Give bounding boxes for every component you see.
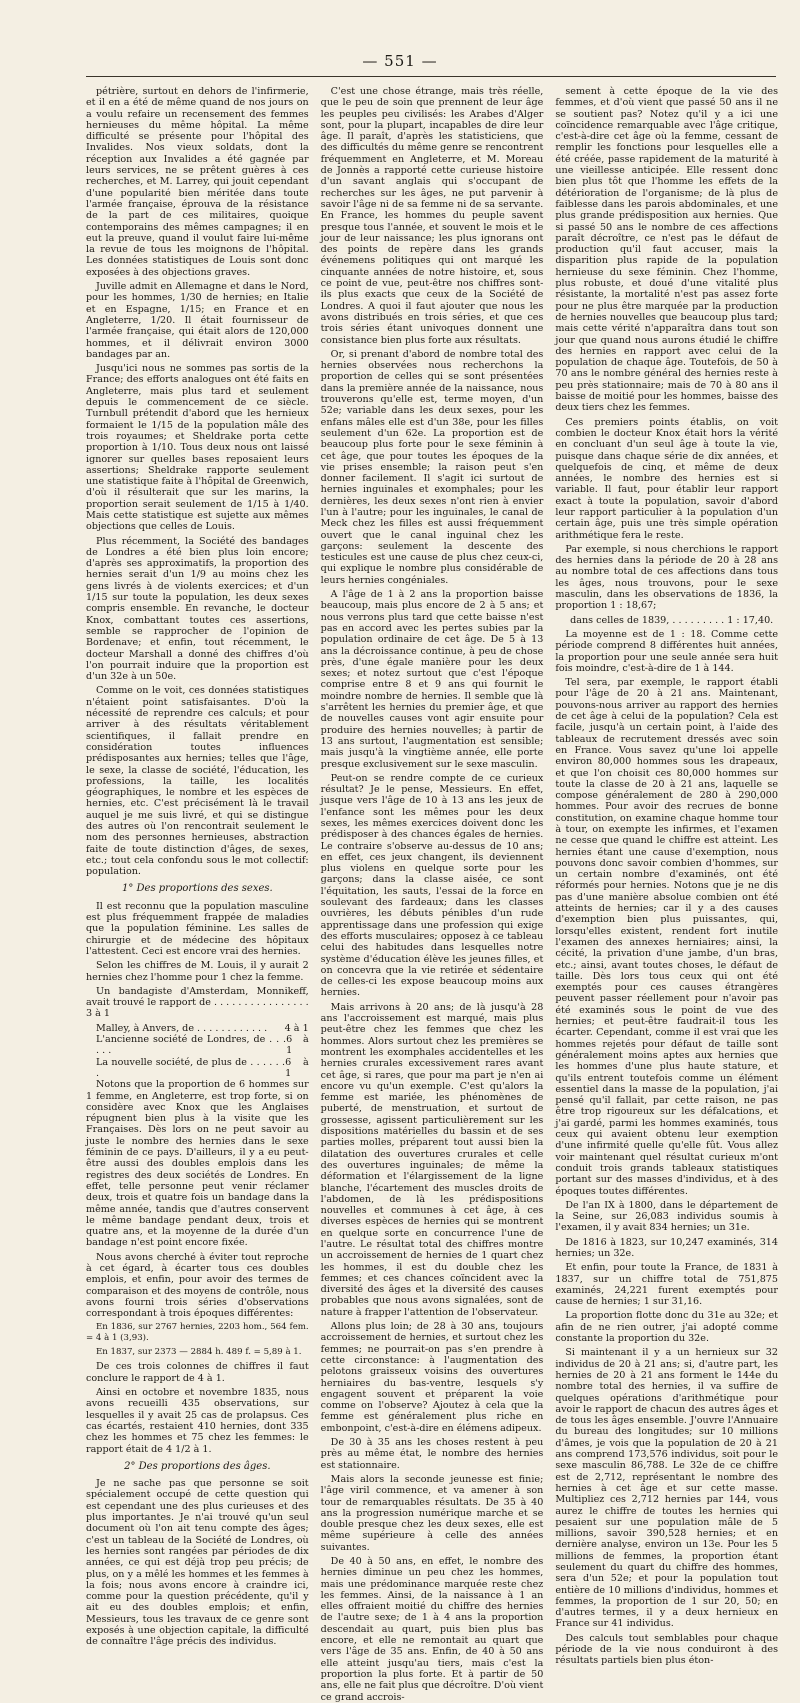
paragraph: Juville admit en Allemagne et dans le Nord, pour les hommes, 1/30 de hernies; en Italie et en Espagne, 1/15; en France et en Angleterre, 1/20. Il était fournisseur de l'armée française, qui était alors de 120,000 hommes, et il délivrait environ 3000 bandages par an. — [86, 281, 309, 360]
paragraph: Par exemple, si nous cherchions le rapport des hernies dans la période de 20 à 28 ans au nombre total de ces affections dans tous les âges, nous trouvons, pour le sexe masculin, dans les observations de 1836, la proportion 1 : 18,67; — [555, 543, 779, 612]
paragraph: Tel sera, par exemple, le rapport établi pour l'âge de 20 à 21 ans. Maintenant, pouvons-nous arriver au rapport des hernies de cet âge à celui de la population? Cela est facile, jusqu'à un certain point, à l'aide des tableaux de recrutement dressés avec soin en France. Vous savez qu'une loi appelle environ 80,000 hommes sous les drapeaux, et que l'on choisit ces 80,000 hommes sur toute la classe de 20 à 21 ans, laquelle se compose généralement de 280 à 290,000 hommes. Pour avoir des recrues de bonne constitution, on examine chaque homme tour à tour, on exempte les infirmes, et l'examen ne cesse que quand le chiffre est atteint. Les hernies étant une cause d'exemption, nous pouvons donc savoir combien d'hommes, sur un certain nombre d'examinés, ont été réformés pour hernies. Notons que je ne dis pas d'une manière absolue combien ont été atteints de hernies; car il y a des causes d'exemption bien plus puissantes, qui, lorsqu'elles existent, rendent fort inutile l'examen des annexes herniaires; ainsi, la cécité, la privation d'une jambe, d'un bras, etc.; ainsi, avant toutes choses, le défaut de taille. Dès lors tous ceux qui ont été exemptés pour ces causes étrangères peuvent passer réellement pour n'avoir pas été examinés sous le point de vue des hernies; et peut-être faudrait-il tous les écarter. Cependant, comme il est vrai que les hommes rejetés pour défaut de taille sont généralement moins aptes aux hernies que les hommes d'une plus haute stature, et qu'ils entrent toutefois comme un élément essentiel dans la masse de la population, j'ai pensé qu'il fallait, par cette raison, ne pas être trop rigoureux sur les défalcations, et j'ai gardé, parmi les hommes examinés, tous ceux qui avaient obtenu leur exemption d'une infirmité quelle qu'elle fût. Vous allez voir maintenant quel résultat curieux m'ont conduit trois grands tableaux statistiques portant sur des masses d'individus, et à des époques toutes différentes. — [555, 677, 779, 1197]
ratio-label: La nouvelle société, de plus de . . . . . . . — [96, 1056, 286, 1079]
paragraph: Des calculs tout semblables pour chaque période de la vie nous conduiront à des résultats partiels bien plus éton- — [555, 1632, 779, 1667]
ratio-line — [86, 1057, 309, 1080]
paragraph: C'est une chose étrange, mais très réelle, que le peu de soin que prennent de leur âge les peuples peu civilisés: les Arabes d'Alger sont, pour la plupart, incapables de dire leur âge. Il paraît, d'après les statisticiens, que des difficultés du même genre se rencontrent fréquemment en Angleterre, et M. Moreau de Jonnès a rapporté cette curieuse histoire d'un savant anglais qui s'occupant de recherches sur les âges, ne put parvenir à savoir l'âge ni de sa femme ni de sa servante. En France, les hommes du peuple savent presque tous l'année, et souvent le mois et le jour de leur naissance; les plus ignorans ont des points de repère dans les grands événemens politiques qui ont marqué les cinquante années de notre histoire, et, sous ce point de vue, peut-être nos chiffres sont-ils plus exacts que ceux de la Société de Londres. A quoi il faut ajouter que nous les avons distribués en trois séries, et que ces trois séries étant univoques donnent une consistance bien plus forte aux résultats. — [320, 86, 544, 346]
paragraph: Peut-on se rendre compte de ce curieux résultat? Je le pense, Messieurs. En effet, jusque vers l'âge de 10 à 13 ans les jeux de l'enfance sont les mêmes pour les deux sexes, les mêmes exercices doivent donc les prédisposer à des chances égales de hernies. Le contraire s'observe au-dessus de 10 ans; en effet, ces jeux changent, ils deviennent plus violens en quelque sorte pour les garçons; dans la classe aisée, ce sont l'équitation, les sauts, l'essai de la force en soulevant des fardeaux; dans les classes ouvrières, les débuts pénibles d'un rude apprentissage dans une profession qui exige des efforts musculaires; opposez à ce tableau celui des habitudes dans lesquelles notre système d'éducation élève les jeunes filles, et on concevra que la vie retirée et sédentaire de celles-ci les expose beaucoup moins aux hernies. — [320, 772, 544, 999]
column-left — [86, 86, 309, 1648]
paragraph: De l'an IX à 1800, dans le département de la Seine, sur 26,083 individus soumis à l'examen, il y avait 834 hernies; un 31e. — [555, 1199, 779, 1234]
ratio-line — [86, 1034, 309, 1057]
paragraph: Nous avons cherché à éviter tout reproche à cet égard, à écarter tous ces doubles emplois, et enfin, pour avoir des termes de comparaison et des moyens de contrôle, nous avons fourni trois séries d'observations correspondant à trois époques différentes: — [86, 1251, 309, 1320]
header-rule — [86, 76, 776, 77]
page-number: — 551 — — [362, 52, 438, 70]
paragraph: Plus récemment, la Société des bandages de Londres a été bien plus loin encore; d'après ses approximatifs, la proportion des hernies serait d'un 1/9 au moins chez les gens livrés à de violents exercices; et d'un 1/15 sur toute la population, les deux sexes compris ensemble. En revanche, le docteur Knox, combattant toutes ces assertions, semble se rapprocher de l'opinion de Bordenave; et enfin, tout récemment, le docteur Marshall a donné des chiffres d'où l'on pourrait induire que la proportion est d'un 32e à un 50e. — [86, 535, 309, 683]
paragraph: Comme on le voit, ces données statistiques n'étaient point satisfaisantes. D'où la nécessité de reprendre ces calculs; et pour arriver à des résultats véritablement scientifiques, il fallait prendre en considération toutes influences prédisposantes aux hernies; telles que l'âge, le sexe, la classe de société, l'éducation, les professions, la taille, les localités géographiques, le nombre et les espèces de hernies, etc. C'est précisément là le travail auquel je me suis livré, et qui se distingue des autres où l'on rencontrait seulement le nom des personnes hernieuses, abstraction faite de toute distinction d'âges, de sexes, etc.; tout cela confondu sous le mot collectif: population. — [86, 685, 309, 878]
paragraph: De 1816 à 1823, sur 10,247 examinés, 314 hernies; un 32e. — [555, 1236, 779, 1259]
paragraph: Il est reconnu que la population masculine est plus fréquemment frappée de maladies que la population féminine. Les salles de chirurgie et de médecine des hôpitaux l'attestent. Ceci est encore vrai des hernies. — [86, 900, 309, 957]
paragraph: pétrière, surtout en dehors de l'infirmerie, et il en a été de même quand de nos jours on a voulu refaire un recensement des femmes hernieuses du même hôpital. La même difficulté se présente pour l'hôpital des Invalides. Nos vieux soldats, dont la réception aux Invalides a été gagnée par leurs services, ne se prêtent guères à ces recherches, et M. Larrey, qui jouit cependant d'une popularité bien méritée dans toute l'armée française, éprouva de la résistance de la part de ces militaires, quoique contemporains des mêmes campagnes; il en eut la preuve, quand il voulut faire lui-même la revue de tous les moignons de l'hôpital. Les données statistiques de Louis sont donc exposées à des objections graves. — [86, 86, 309, 278]
paragraph: Un bandagiste d'Amsterdam, Monnikeff, avait trouvé le rapport de . . . . . . . . . . . . . . . . 3 à 1 — [86, 985, 309, 1020]
data-line: En 1837, sur 2373 — 2884 h. 489 f. = 5,89 à 1. — [96, 1347, 302, 1358]
text-columns — [86, 86, 779, 1703]
section-title: 1° Des proportions des sexes. — [121, 883, 273, 895]
paragraph: Ainsi en octobre et novembre 1835, nous avons recueilli 435 observations, sur lesquelles il y avait 25 cas de prolapsus. Ces cas écartés, restaient 410 hernies, dont 335 chez les hommes et 75 chez les femmes: le rapport était de 4 1/2 à 1. — [86, 1387, 309, 1455]
paragraph: A l'âge de 1 à 2 ans la proportion baisse beaucoup, mais plus encore de 2 à 5 ans; et nous verrons plus tard que cette baisse n'est pas en accord avec les pertes subies par la population ordinaire de cet âge. De 5 à 13 ans la décroissance continue, à peu de chose près, d'une égale manière pour les deux sexes; et notez surtout que c'est l'époque comprise entre 8 et 9 ans qui fournit le moindre nombre de hernies. Il semble que là s'arrêtent les hernies du premier âge, et que de nouvelles causes vont agir ensuite pour produire des hernies nouvelles; à partir de 13 ans surtout, l'augmentation est sensible; mais jusqu'à la vingtième année, elle porte presque exclusivement sur le sexe masculin. — [320, 589, 544, 770]
section-title: 2° Des proportions des âges. — [124, 1460, 271, 1472]
column-right — [555, 86, 779, 1667]
paragraph: Ces premiers points établis, on voit combien le docteur Knox était hors la vérité en concluant d'un seul âge à toute la vie, puisque dans chaque série de dix années, et quelquefois de cinq, et même de deux années, le nombre des hernies est si variable. Il faut, pour établir leur rapport exact à toute la population, savoir d'abord leur rapport particulier à la population d'un certain âge, puis une très simple opération arithmétique fera le reste. — [555, 416, 779, 541]
paragraph: La moyenne est de 1 : 18. Comme cette période comprend 8 différentes huit années, la proportion pour une seule année sera huit fois moindre, c'est-à-dire de 1 à 144. — [555, 628, 779, 674]
paragraph: Selon les chiffres de M. Louis, il y aurait 2 hernies chez l'homme pour 1 chez la femme. — [86, 960, 309, 983]
paragraph: Et enfin, pour toute la France, de 1831 à 1837, sur un chiffre total de 751,875 examinés, 24,221 furent exemptés pour cause de hernies; 1 sur 31,16. — [555, 1262, 779, 1308]
paragraph: Je ne sache pas que personne se soit spécialement occupé de cette question qui est cependant une des plus curieuses et des plus importantes. Je n'ai trouvé qu'un seul document où l'on ait tenu compte des âges; c'est un tableau de la Société de Londres, où les hernies sont rangées par périodes de dix années, ce qui est déjà trop peu précis; de plus, on y a mêlé les hommes et les femmes à la fois; nous avons encore à craindre ici, comme pour la question précédente, qu'il y ait eu des doubles emplois; et enfin, Messieurs, tous les travaux de ce genre sont exposés à une objection capitale, la difficulté de connaître l'âge précis des individus. — [86, 1478, 309, 1648]
paragraph: Or, si prenant d'abord de nombre total des hernies observées nous recherchons la proportion de celles qui se sont présentées dans la première année de la naissance, nous trouverons qu'elle est, terme moyen, d'un 52e; variable dans les deux sexes, pour les enfans mâles elle est d'un 38e, pour les filles seulement d'un 62e. La proportion est de beaucoup plus forte pour le sexe féminin à cet âge, que pour toutes les époques de la vie prises ensemble; la raison peut s'en donner facilement. Il s'agit ici surtout de hernies inguinales et exomphales; pour les dernières, les deux sexes n'ont rien à envier l'un à l'autre; pour les inguinales, le canal de Meck chez les filles est aussi fréquemment ouvert que le canal inguinal chez les garçons: seulement la descente des testicules est une cause de plus chez ceux-ci, qui explique le nombre plus considérable de leurs hernies congéniales. — [320, 348, 544, 586]
column-middle — [320, 86, 544, 1703]
paragraph: De 40 à 50 ans, en effet, le nombre des hernies diminue un peu chez les hommes, mais une prédominance marquée reste chez les femmes. Ainsi, de la naissance à 1 an elles offraient moitié du chiffre des hernies de l'autre sexe; de 1 à 4 ans la proportion descendait au quart, puis bien plus bas encore, et elle ne remontait au quart que vers l'âge de 35 ans. Enfin, de 40 à 50 ans elle atteint jusqu'au tiers, mais c'est la proportion la plus forte. Et à partir de 50 ans, elle ne fait plus que décroître. D'où vient ce grand accrois- — [320, 1556, 544, 1703]
paragraph: Allons plus loin; de 28 à 30 ans, toujours accroissement de hernies, et surtout chez les femmes; ne pourrait-on pas s'en prendre à cette circonstance: à l'augmentation des pelotons graisseux voisins des ouvertures herniaires du bas-ventre, lesquels s'y engagent souvent et préparent la voie comme on l'observe? Ajoutez à cela que la femme est généralement plus riche en embonpoint, c'est-à-dire en élémens adipeux. — [320, 1321, 544, 1434]
ratio-label: L'ancienne société de Londres, de . . . . . . — [96, 1034, 287, 1057]
paragraph: Jusqu'ici nous ne sommes pas sortis de la France; des efforts analogues ont été faits en Angleterre, mais plus tard et seulement depuis le commencement de ce siècle. Turnbull prétendit d'abord que les hernieux formaient le 1/15 de la population mâle des trois royaumes; et Sheldrake porta cette proportion à 1/10. Tous deux nous ont laissé ignorer sur quelles bases reposaient leurs assertions; Sheldrake rapporte seulement une statistique faite à l'hôpital de Greenwich, d'où il résulterait que sur les marins, la proportion serait seulement de 1/15 à 1/40. Mais cette statistique est sujette aux mêmes objections que celles de Louis. — [86, 363, 309, 533]
ratio-value: 4 à 1 — [284, 1022, 309, 1034]
data-line: En 1836, sur 2767 hernies, 2203 hom., 564 fem. = 4 à 1 (3,93). — [86, 1322, 309, 1344]
ratio-value: 6 à 1 — [286, 1034, 309, 1057]
data-line: dans celles de 1839, . . . . . . . . . 1 : 17,40. — [570, 614, 774, 626]
paragraph: De 30 à 35 ans les choses restent à peu près au même état, le nombre des hernies est stationnaire. — [320, 1437, 544, 1471]
paragraph: La proportion flotte donc du 31e au 32e; et afin de ne rien outrer, j'ai adopté comme constante la proportion du 32e. — [555, 1310, 779, 1345]
paragraph: Mais arrivons à 20 ans; de là jusqu'à 28 ans l'accroissement est marqué, mais plus peut-être chez les femmes que chez les hommes. Alors surtout chez les premières se montrent les exomphales accidentelles et les hernies crurales excessivement rares avant cet âge, si rares, que pour ma part je n'en ai encore vu qu'un exemple. C'est qu'alors la femme est mariée, les phénomènes de puberté, de menstruation, et surtout de grossesse, agissent particulièrement sur les dispositions matérielles du bassin et de ses parties molles, préparent tout aussi bien la dilatation des ouvertures crurales et celle des ouvertures inguinales; de même la déformation et l'élargissement de la ligne blanche, l'écartement des muscles droits de l'abdomen, de là les prédispositions nouvelles et communes à cet âge, à ces diverses espèces de hernies qui se montrent en quelque sorte en concurrence l'une de l'autre. Le résultat total des chiffres montre un accroissement de hernies de 1 quart chez les hommes, il est du double chez les femmes; et ces chances coïncident avec la diversité des âges et la diversité des causes probables que nous avons signalées, sont de nature à frapper l'attention de l'observateur. — [320, 1001, 544, 1318]
paragraph: Si maintenant il y a un hernieux sur 32 individus de 20 à 21 ans; si, d'autre part, les hernies de 20 à 21 ans forment le 144e du nombre total des hernies, il va suffire de quelques opérations d'arithmétique pour avoir le rapport de chacun des autres âges et de tous les âges ensemble. J'ouvre l'Annuaire du bureau des longitudes; sur 10 millions d'âmes, je vois que la population de 20 à 21 ans comprend 173,576 individus, soit pour le sexe masculin 86,788. Le 32e de ce chiffre est de 2,712, représentant le nombre des hernies à cet âge et sur cette masse. Multipliez ces 2,712 hernies par 144, vous aurez le chiffre de toutes les hernies qui pesaient sur une population mâle de 5 millions, savoir 390,528 hernies; et en dernière analyse, environ un 13e. Pour les 5 millions de femmes, la proportion étant seulement du quart du chiffre des hommes, sera d'un 52e; et pour la population tout entière de 10 millions d'individus, hommes et femmes, la proportion de 1 sur 20, 50; en d'autres termes, il y a deux hernieux en France sur 41 individus. — [555, 1347, 779, 1630]
paragraph: Notons que la proportion de 6 hommes sur 1 femme, en Angleterre, est trop forte, si on considère avec Knox que les Anglaises répugnent bien plus à la visite que les Françaises. Dès lors on ne peut savoir au juste le nombre des hernies dans le sexe féminin de ce pays. D'ailleurs, il y a eu peut-être aussi des doubles emplois dans les registres des deux sociétés de Londres. En effet, telle personne peut venir réclamer deux, trois et quatre fois un bandage dans la même année, tandis que d'autres conservent le même bandage pendant deux, trois et quatre ans, et la moyenne de la durée d'un bandage n'est point encore fixée. — [86, 1079, 309, 1249]
ratio-value: 6 à 1 — [285, 1056, 309, 1079]
ratio-label: Malley, à Anvers, de . . . . . . . . . . . . — [96, 1022, 268, 1034]
paragraph: sement à cette époque de la vie des femmes, et d'où vient que passé 50 ans il ne se soutient pas? Notez qu'il y a ici une coïncidence remarquable avec l'âge critique, c'est-à-dire cet âge où la femme, cessant de remplir les fonctions pour lesquelles elle a été créée, passe rapidement de la maturité à une vieillesse anticipée. Elle ressent donc bien plus tôt que l'homme les effets de la détérioration de l'organisme; de là plus de faiblesse dans les parois abdominales, et une plus grande prédisposition aux hernies. Que si passé 50 ans le nombre de ces affections paraît décroître, ce n'est pas le défaut de production qu'il faut accuser, mais la disparition plus rapide de la population hernieuse du sexe féminin. Chez l'homme, plus robuste, et doué d'une vitalité plus résistante, la mortalité n'est pas assez forte pour ne plus être marquée par la production de hernies nouvelles que beaucoup plus tard; mais cette vérité n'apparaîtra dans tout son jour que quand nous aurons étudié le chiffre des hernies en rapport avec celui de la population de chaque âge. Toutefois, de 50 à 70 ans le nombre général des hernies reste à peu près stationnaire; mais de 70 à 80 ans il baisse de moitié pour les hommes, baisse des deux tiers chez les femmes. — [555, 86, 779, 414]
paragraph: Mais alors la seconde jeunesse est finie; l'âge viril commence, et va amener à son tour de remarquables résultats. De 35 à 40 ans la progression numérique marche et se double presque chez les deux sexes, elle est même supérieure à celle des années suivantes. — [320, 1473, 544, 1553]
ratio-line — [86, 1023, 309, 1034]
paragraph: De ces trois colonnes de chiffres il faut conclure le rapport de 4 à 1. — [86, 1361, 309, 1384]
